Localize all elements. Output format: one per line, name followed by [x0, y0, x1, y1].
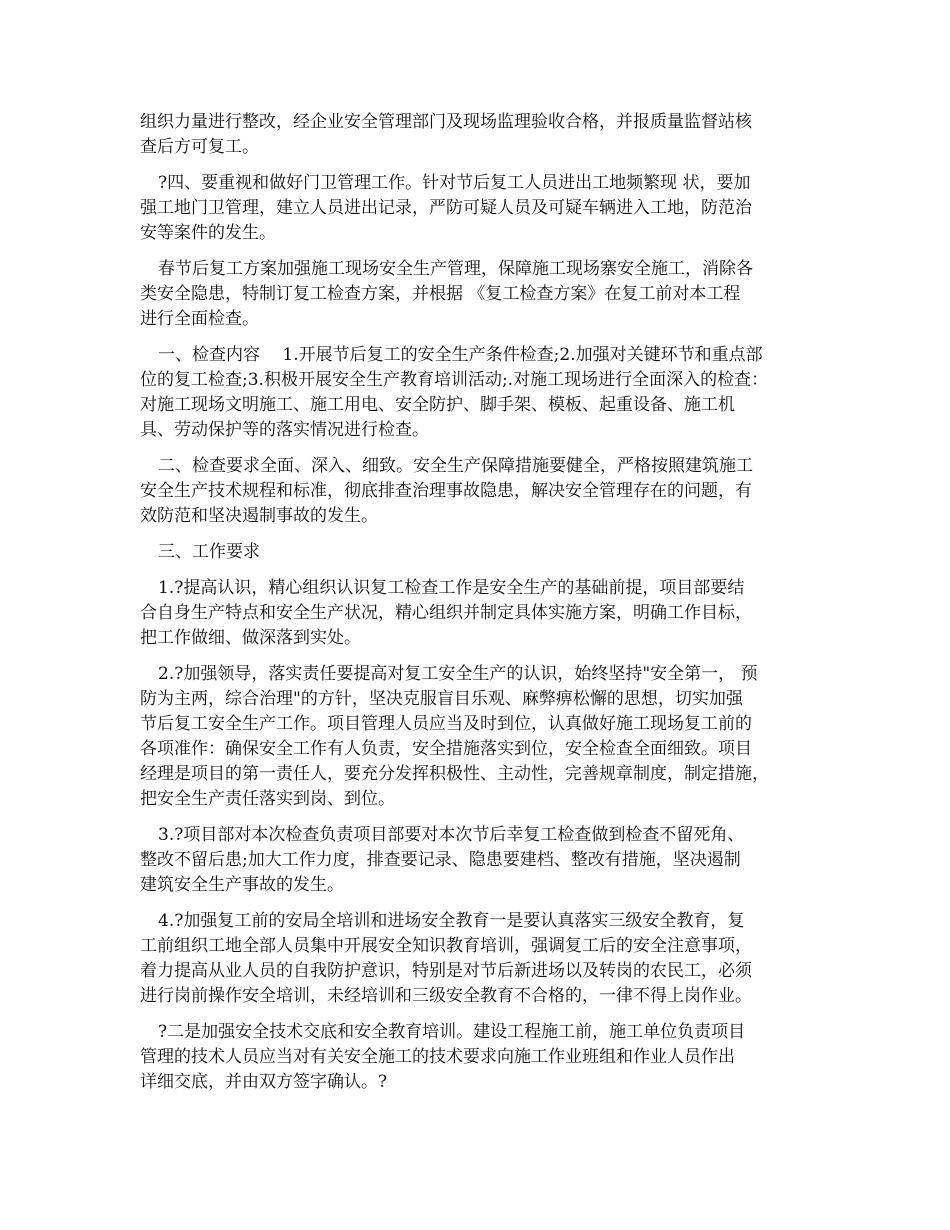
text-line: ?四、要重视和做好门卫管理工作。针对节后复工人员进出工地频繁现 状，要加 — [158, 173, 751, 193]
text-line: 二、检查要求全面、深入、细致。安全生产保障措施要健全，严格按照建筑施工 — [158, 456, 753, 476]
text-line: 防为主两，综合治理"的方针，坚决克服盲目乐观、麻弊痹松懈的思想，切实加强 — [140, 689, 743, 709]
paragraph — [140, 454, 832, 529]
text-line: 位的复工检查;3.积极开展安全生产教育培训活动;.对施工现场进行全面深入的检查： — [140, 370, 769, 390]
text-line: 安全生产技术规程和标准，彻底排查治理事故隐患，解决安全管理存在的问题，有 — [140, 481, 752, 501]
text-line: 3.?项目部对本次检查负责项目部要对本次节后幸复工检查做到检查不留死角、 — [158, 825, 745, 845]
text-line: 查后方可复工。 — [140, 137, 259, 157]
text-line: 类安全隐患，特制订复工检查方案，并根据 《复工检查方案》在复工前对本工程 — [140, 284, 741, 304]
paragraph — [140, 540, 832, 565]
paragraph — [140, 1020, 832, 1095]
text-line: ?二是加强安全技术交底和安全教育培训。建设工程施工前，施工单位负责项目 — [158, 1022, 746, 1042]
paragraph — [140, 343, 832, 443]
paragraph — [140, 257, 832, 332]
text-line: 效防范和坚决遏制事故的发生。 — [140, 506, 378, 526]
text-line: 建筑安全生产事故的发生。 — [140, 875, 344, 895]
text-line: 合自身生产特点和安全生产状况，精心组织并制定具体实施方案，明确工作目标， — [140, 603, 752, 623]
text-line: 强工地门卫管理，建立人员进出记录，严防可疑人员及可疑车辆进入工地，防范治 — [140, 198, 752, 218]
text-line: 4.?加强复工前的安局全培训和进场安全教育一是要认真落实三级安全教育，复 — [158, 911, 745, 931]
text-line: 具、劳动保护等的落实情况进行检查。 — [140, 420, 429, 440]
text-line: 各项准作：确保安全工作有人负责，安全措施落实到位，安全检查全面细致。项目 — [140, 739, 752, 759]
text-line: 把工作做细、做深落到实处。 — [140, 628, 361, 648]
text-line: 整改不留后患;加大工作力度，排查要记录、隐患要建档、整改有措施，坚决遏制 — [140, 850, 741, 870]
text-line: 一、检查内容 1.开展节后复工的安全生产条件检查;2.加强对关键环节和重点部 — [158, 345, 763, 365]
paragraph — [140, 576, 832, 651]
text-line: 三、工作要求 — [158, 542, 260, 562]
paragraph — [140, 171, 832, 246]
text-line: 着力提高从业人员的自我防护意识，特别是对节后新进场以及转岗的农民工，必须 — [140, 961, 752, 981]
paragraph — [140, 823, 832, 898]
text-line: 把安全生产责任落实到岗、到位。 — [140, 789, 395, 809]
text-line: 管理的技术人员应当对有关安全施工的技术要求向施工作业班组和作业人员作出 — [140, 1047, 735, 1067]
paragraph — [140, 110, 832, 160]
text-line: 春节后复工方案加强施工现场安全生产管理，保障施工现场寨安全施工，消除各 — [158, 259, 753, 279]
paragraph — [140, 662, 832, 812]
paragraph — [140, 909, 832, 1009]
text-line: 进行全面检查。 — [140, 309, 259, 329]
text-line: 工前组织工地全部人员集中开展安全知识教育培训，强调复工后的安全注意事项， — [140, 936, 752, 956]
text-line: 详细交底，并由双方签字确认。? — [140, 1072, 388, 1092]
document-body — [140, 110, 832, 1106]
text-line: 对施工现场文明施工、施工用电、安全防护、脚手架、模板、起重设备、施工机 — [140, 395, 735, 415]
text-line: 组织力量进行整改，经企业安全管理部门及现场监理验收合格，并报质量监督站核 — [140, 112, 752, 132]
text-line: 进行岗前操作安全培训，未经培训和三级安全教育不合格的，一律不得上岗作业。 — [140, 986, 752, 1006]
text-line: 1.?提高认识，精心组织认识复工检查工作是安全生产的基础前提，项目部要结 — [158, 578, 745, 598]
text-line: 安等案件的发生。 — [140, 223, 276, 243]
text-line: 节后复工安全生产工作。项目管理人员应当及时到位，认真做好施工现场复工前的 — [140, 714, 752, 734]
text-line: 经理是项目的第一责任人，要充分发挥积极性、主动性，完善规章制度，制定措施， — [140, 764, 769, 784]
text-line: 2.?加强领导，落实责任要提高对复工安全生产的认识，始终坚持"安全第一， 预 — [158, 664, 758, 684]
